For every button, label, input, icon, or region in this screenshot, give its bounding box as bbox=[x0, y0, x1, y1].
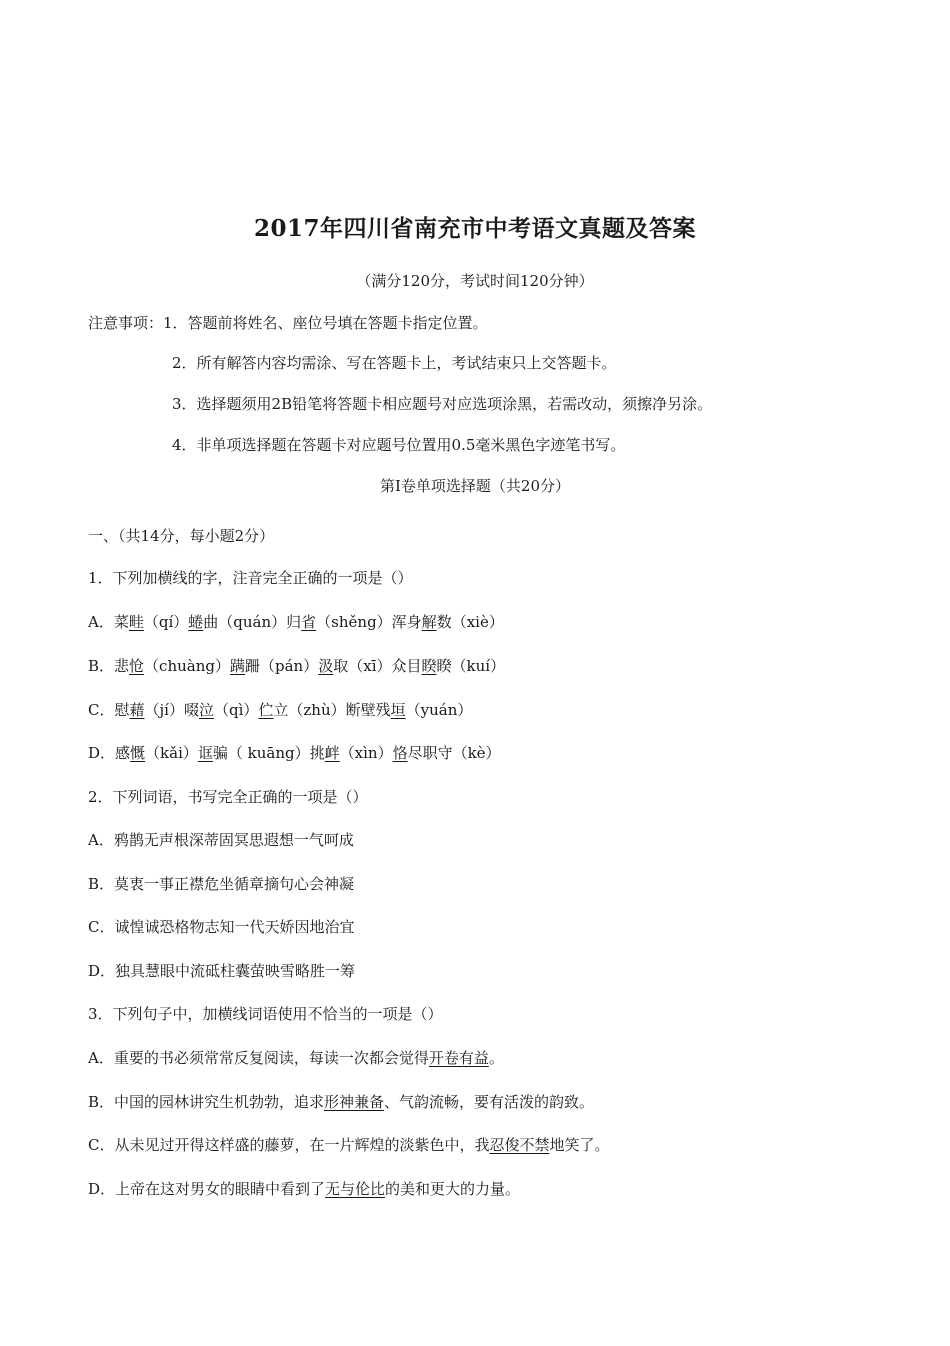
question-3-stem: 3．下列句子中，加横线词语使用不恰当的一项是（） bbox=[88, 1005, 443, 1023]
page-title: 2017年四川省南充市中考语文真题及答案 bbox=[253, 215, 696, 242]
notice-item: 2．所有解答内容均需涂、写在答题卡上，考试结束只上交答题卡。 bbox=[172, 354, 617, 372]
page-subtitle: （满分120分，考试时间120分钟） bbox=[356, 272, 594, 290]
question-2-option-d: D．独具慧眼中流砥柱囊萤映雪略胜一筹 bbox=[88, 962, 356, 980]
notice-item: 3．选择题须用2B铅笔将答题卡相应题号对应选项涂黑，若需改动，须擦净另涂。 bbox=[172, 395, 713, 413]
notice-item: 4．非单项选择题在答题卡对应题号位置用0.5毫米黑色字迹笔书写。 bbox=[172, 436, 626, 454]
section-title: 第Ⅰ卷单项选择题（共20分） bbox=[379, 477, 570, 495]
question-1-option-a: A．菜畦（qí）蜷曲（quán）归省（shěng）浑身解数（xiè） bbox=[88, 613, 504, 631]
question-1-option-c: C．慰藉（jí）啜泣（qì）伫立（zhù）断壁残垣（yuán） bbox=[88, 701, 473, 719]
question-3-option-d: D．上帝在这对男女的眼睛中看到了无与伦比的美和更大的力量。 bbox=[88, 1180, 521, 1198]
question-1-option-b: B．悲怆（chuàng）蹒跚（pán）汲取（xī）众目睽睽（kuí） bbox=[88, 657, 506, 675]
question-2-option-a: A．鸦鹊无声根深蒂固冥思遐想一气呵成 bbox=[88, 831, 354, 849]
notice-label: 注意事项： bbox=[88, 314, 164, 332]
question-3-option-b: B．中国的园林讲究生机勃勃，追求形神兼备、气韵流畅，要有活泼的韵致。 bbox=[88, 1093, 595, 1111]
question-1-stem: 1．下列加横线的字，注音完全正确的一项是（） bbox=[88, 569, 413, 587]
notice-line-1 bbox=[88, 312, 488, 333]
part-header: 一、（共14分，每小题2分） bbox=[88, 527, 275, 545]
question-3-option-a: A．重要的书必须常常反复阅读，每读一次都会觉得开卷有益。 bbox=[88, 1049, 504, 1067]
notice-item: 1．答题前将姓名、座位号填在答题卡指定位置。 bbox=[163, 314, 488, 332]
question-2-option-b: B．莫衷一事正襟危坐循章摘句心会神凝 bbox=[88, 875, 355, 893]
question-1-option-d: D．感慨（kǎi）诓骗（ kuāng）挑衅（xìn）恪尽职守（kè） bbox=[88, 744, 501, 762]
question-2-option-c: C．诚惶诚恐格物志知一代天娇因地治宜 bbox=[88, 918, 355, 936]
question-3-option-c: C．从未见过开得这样盛的藤萝，在一片辉煌的淡紫色中，我忍俊不禁地笑了。 bbox=[88, 1136, 610, 1154]
question-2-stem: 2．下列词语，书写完全正确的一项是（） bbox=[88, 788, 368, 806]
